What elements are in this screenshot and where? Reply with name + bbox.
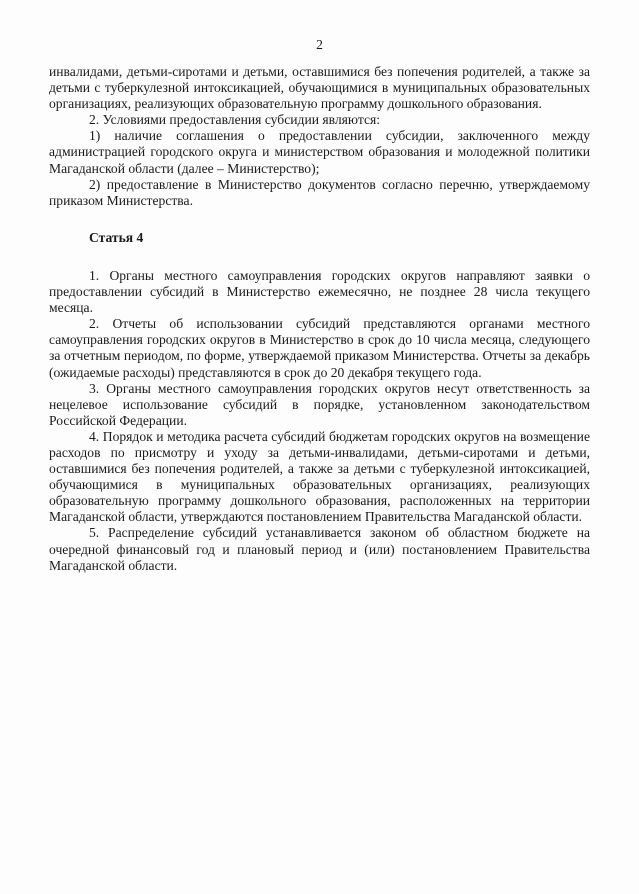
article-heading: Статья 4 (89, 229, 144, 245)
article-paragraph-2: 2. Отчеты об использовании субсидий представляются органами местного самоуправления городских округов в Министерство в срок до 10 числа месяца, следующего за отчетным периодом, по форме, утверждаемой приказом Министерства. Отчеты за декабрь (ожидаемые расходы) представляются в срок до 20 декабря текущего года. (49, 316, 590, 380)
paragraph-conditions: 2. Условиями предоставления субсидии являются: (89, 112, 381, 128)
page-number: 2 (316, 37, 323, 52)
spacer (49, 246, 590, 268)
paragraph-condition-1: 1) наличие соглашения о предоставлении субсидии, заключенного между администрацией городского округа и министерством образования и молодежной политики Магаданской области (далее – Министерство); (49, 128, 590, 176)
article-paragraph-4: 4. Порядок и методика расчета субсидий бюджетам городских округов на возмещение расходов по присмотру и уходу за детьми-инвалидами, детьми-сиротами и детьми, оставшимися без попечения родителей, а также за детьми с туберкулезной интоксикацией, обучающимися в муниципальных образовательных организациях, реализующих образовательную программу дошкольного образования, расположенных на территории Магаданской области, утверждаются постановлением Правительства Магаданской области. (49, 428, 590, 525)
article-paragraph-3: 3. Органы местного самоуправления городских округов несут ответственность за нецелевое использование субсидий в порядке, установленном законодательством Российской Федерации. (49, 380, 590, 428)
paragraph-condition-2: 2) предоставление в Министерство документов согласно перечню, утверждаемому приказом Министерства. (49, 176, 590, 208)
document-body (49, 64, 590, 574)
paragraph-continuation: инвалидами, детьми-сиротами и детьми, оставшимися без попечения родителей, а также за детьми с туберкулезной интоксикацией, обучающимися в муниципальных образовательных организациях, реализующих образовательную программу дошкольного образования. (49, 64, 590, 112)
spacer (49, 209, 590, 230)
article-paragraph-1: 1. Органы местного самоуправления городских округов направляют заявки о предоставлении субсидий в Министерство ежемесячно, не позднее 28 числа текущего месяца. (49, 267, 590, 316)
article-paragraph-5: 5. Распределение субсидий устанавливается законом об областном бюджете на очередной финансовый год и плановый период и (или) постановлением Правительства Магаданской области. (49, 525, 590, 573)
